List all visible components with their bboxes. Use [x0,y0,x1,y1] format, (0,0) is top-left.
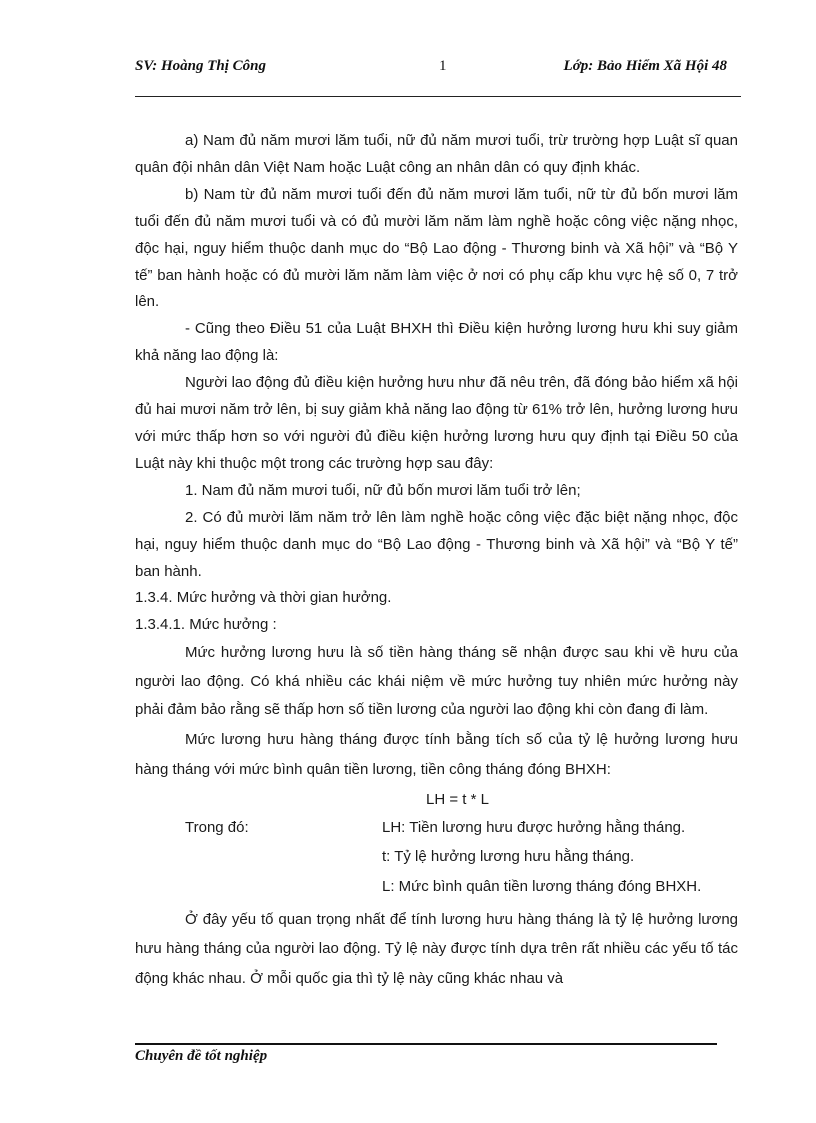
page-number: 1 [439,58,447,74]
definition-row-t [135,844,738,873]
paragraph-benefit-level: Mức hưởng lương hưu là số tiền hàng tháng sẽ nhận được sau khi về hưu của người lao động. Có khá nhiều các khái niệm về mức hưởng tuy nhiên mức hưởng này phải đảm bảo rằng sẽ thấp hơn số tiền lương của người lao động khi còn đang đi làm. [135,644,738,719]
definition-lh: LH: Tiền lương hưu được hưởng hằng tháng. [382,818,686,836]
paragraph-a: a) Nam đủ năm mươi lăm tuổi, nữ đủ năm mươi tuổi, trừ trường hợp Luật sĩ quan quân đội nhân dân Việt Nam hoặc Luật công an nhân dân có quy định khác. [135,132,738,176]
definition-t: t: Tỷ lệ hưởng lương hưu hằng tháng. [382,848,635,866]
document-body [135,128,738,993]
class-name: Lớp: Bảo Hiểm Xã Hội 48 [563,58,727,74]
definition-row-l [135,874,738,903]
header-rule [135,96,741,97]
footer-rule [135,1043,717,1045]
list-item-2: 2. Có đủ mười lăm năm trở lên làm nghề hoặc công việc đặc biệt nặng nhọc, độc hại, nguy hiểm thuộc danh mục do “Bộ Lao động - Thương binh và Xã hội” và “Bộ Y tế” ban hành. [135,508,738,580]
pension-formula: LH = t * L [426,790,489,808]
section-heading-1-3-4-1: 1.3.4.1. Mức hưởng : [135,616,277,634]
paragraph-b: b) Nam từ đủ năm mươi tuổi đến đủ năm mươi lăm tuổi, nữ từ đủ bốn mươi lăm tuổi đến đủ năm mươi tuổi và có đủ mười lăm năm làm nghề hoặc công việc nặng nhọc, độc hại, nguy hiểm thuộc danh mục do “Bộ Lao động - Thương binh và Xã hội” và “Bộ Y tế” ban hành hoặc có đủ mười lăm năm làm việc ở nơi có phụ cấp khu vực hệ số 0, 7 trở lên. [135,185,738,311]
paragraph-pension-formula-intro: Mức lương hưu hàng tháng được tính bằng tích số của tỷ lệ hưởng lương hưu hàng tháng với mức bình quân tiền lương, tiền công tháng đóng BHXH: [135,730,738,778]
definition-l: L: Mức bình quân tiền lương tháng đóng BHXH. [382,877,702,895]
paragraph-article-51: - Cũng theo Điều 51 của Luật BHXH thì Điều kiện hưởng lương hưu khi suy giảm khả năng lao động là: [135,320,738,365]
list-item-1: 1. Nam đủ năm mươi tuổi, nữ đủ bốn mươi lăm tuổi trở lên; [185,481,581,499]
page-header [135,58,741,82]
section-heading-1-3-4: 1.3.4. Mức hưởng và thời gian hưởng. [135,589,392,607]
paragraph-key-factor: Ở đây yếu tố quan trọng nhất để tính lương hưu hàng tháng là tỷ lệ hưởng lương hưu hàng tháng của người lao động. Tỷ lệ này được tính dựa trên rất nhiều các yếu tố tác động khác nhau. Ở mỗi quốc gia thì tỷ lệ này cũng khác nhau và [135,910,738,987]
paragraph-worker-conditions: Người lao động đủ điều kiện hưởng hưu như đã nêu trên, đã đóng bảo hiểm xã hội đủ hai mươi năm trở lên, bị suy giảm khả năng lao động từ 61% trở lên, hưởng lương hưu với mức thấp hơn so với người đủ điều kiện hưởng lương hưu quy định tại Điều 50 của Luật này khi thuộc một trong các trường hợp sau đây: [135,374,738,472]
definition-row-lh [135,815,738,844]
student-name: SV: Hoàng Thị Công [135,58,267,74]
where-label: Trong đó: [185,818,249,836]
footer-text: Chuyên đề tốt nghiệp [135,1048,268,1064]
